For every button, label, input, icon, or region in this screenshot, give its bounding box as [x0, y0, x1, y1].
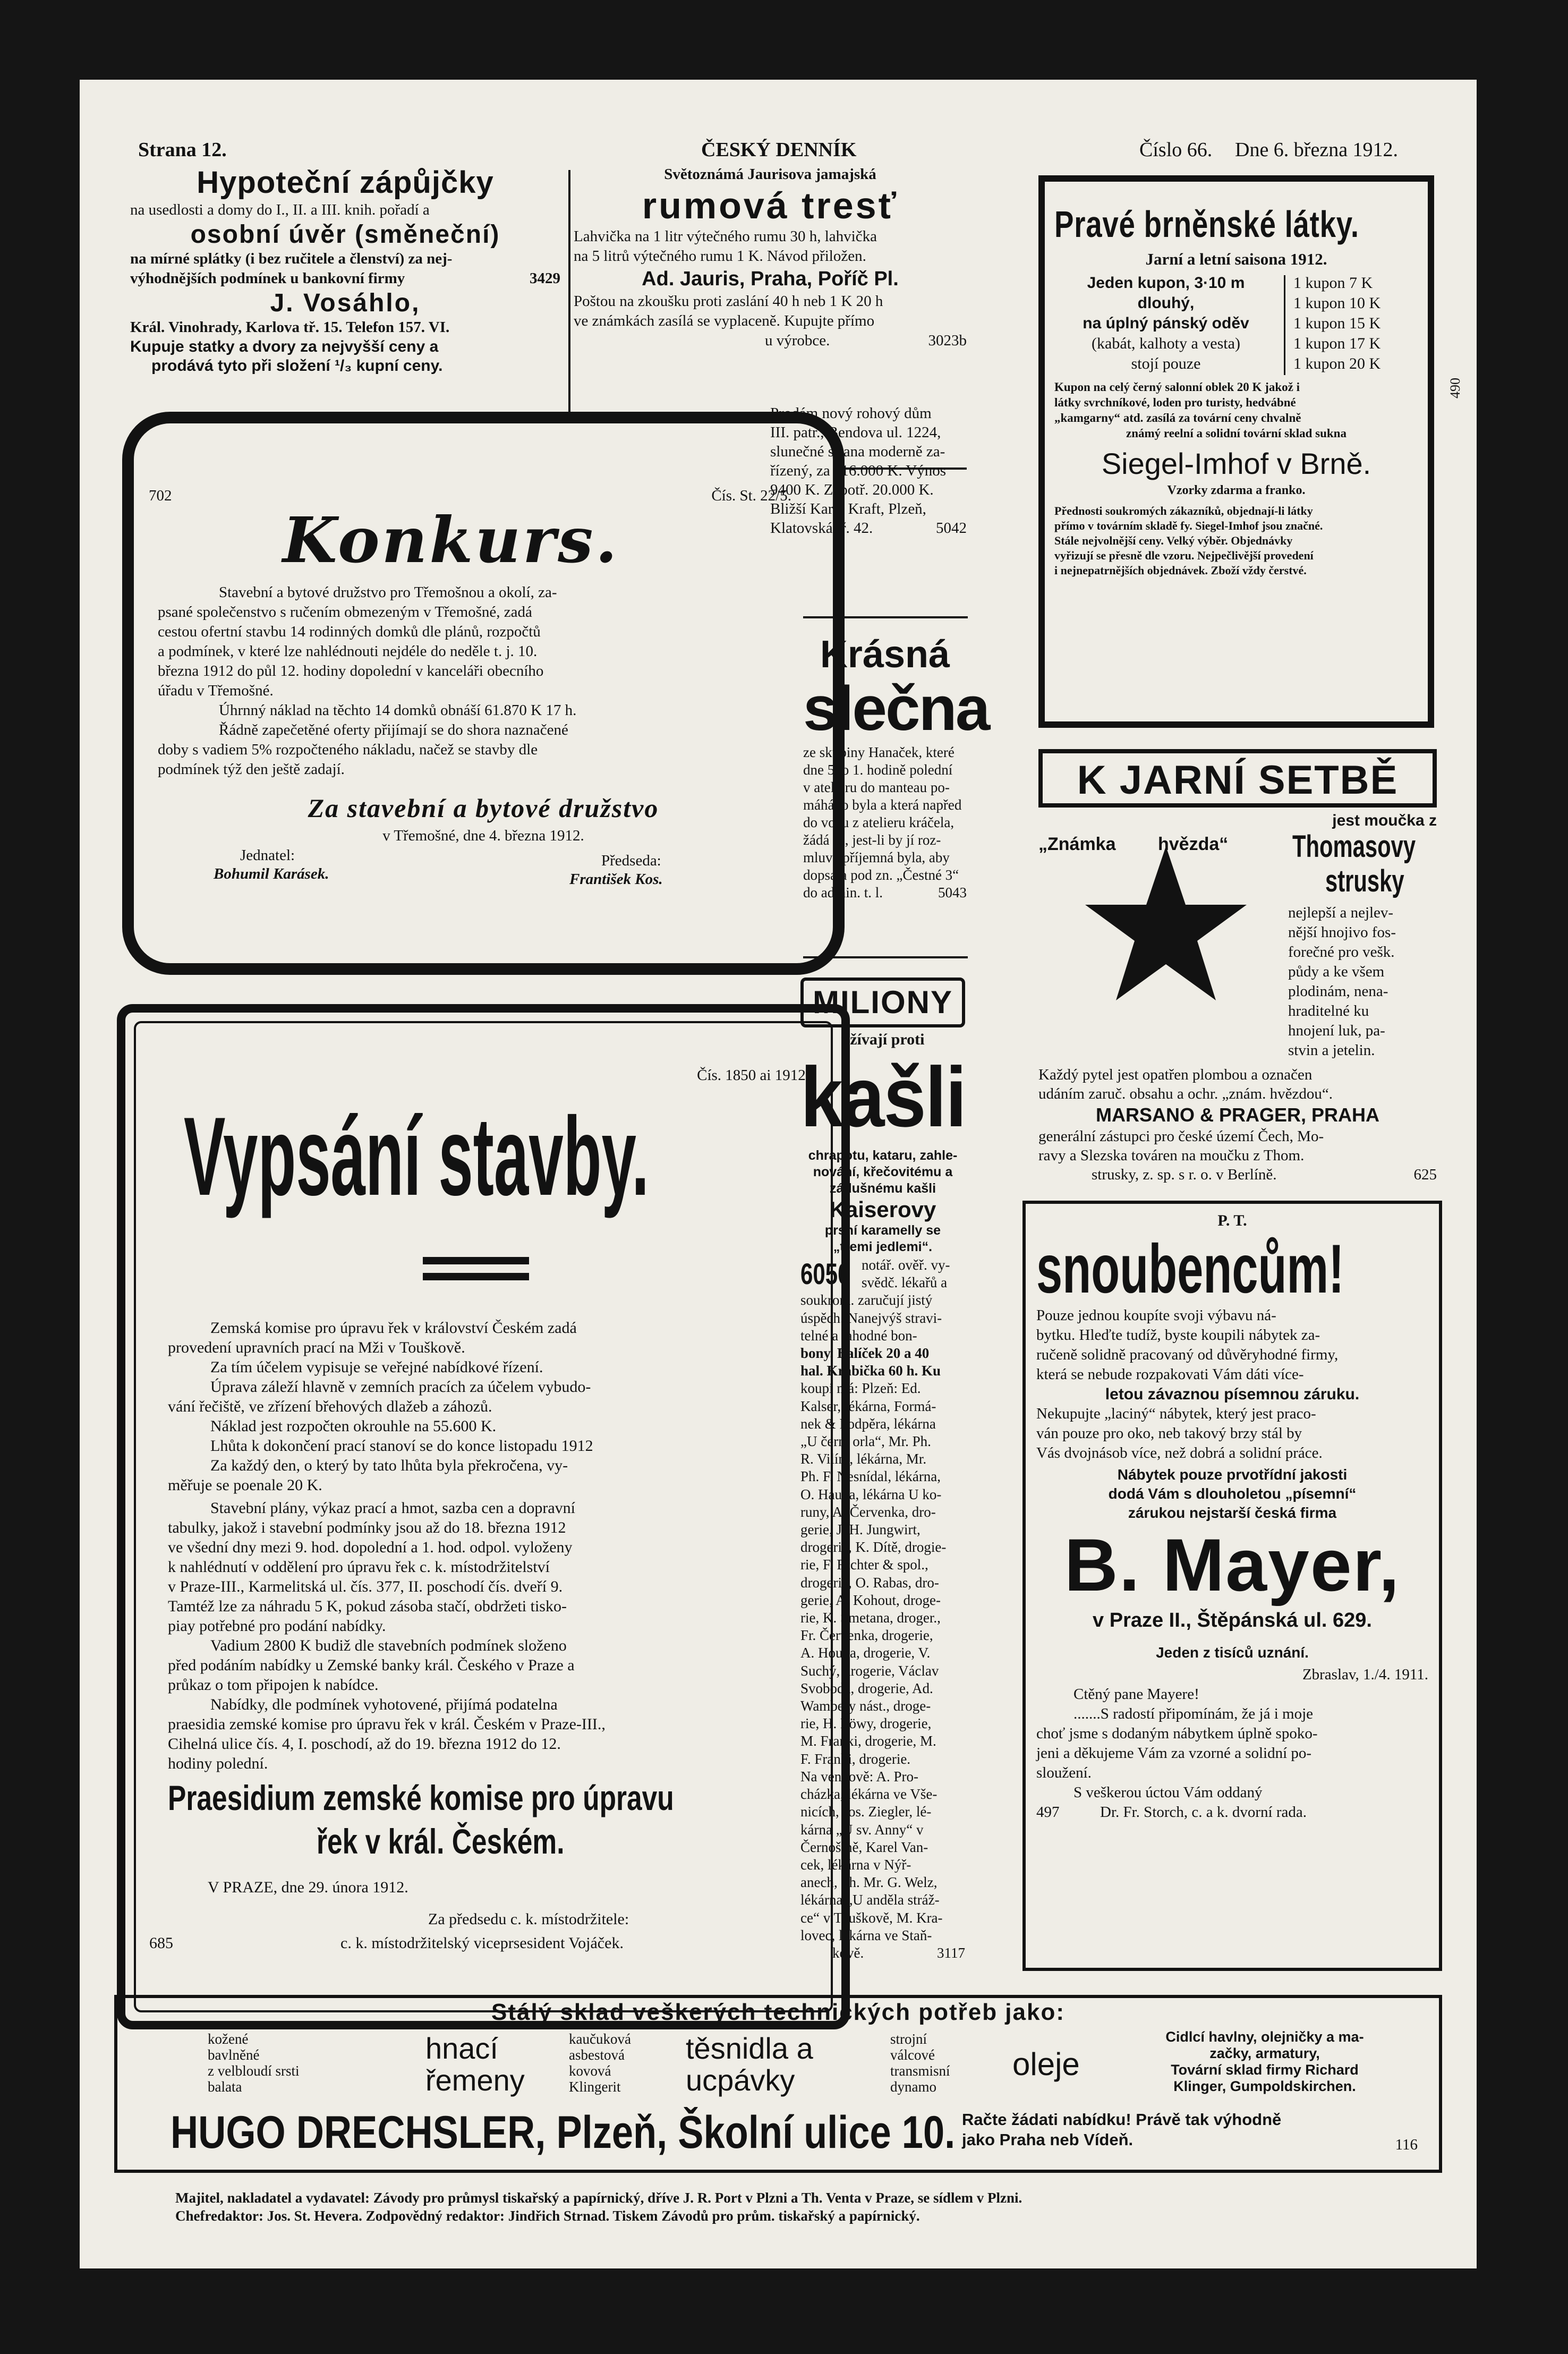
- ad-text: která se nebude rozpakovati Vám dáti více-: [1036, 1366, 1304, 1383]
- ad-rum: [574, 165, 967, 351]
- ad-text: doby s vadiem 5% rozpočteného nákladu, načež se stavby dle: [158, 741, 538, 758]
- ad-signature: řek v král. Českém.: [317, 1822, 565, 1861]
- ad-title: slečna: [803, 674, 989, 744]
- ad-text: lékárna „U anděla stráž-: [800, 1892, 940, 1908]
- ad-text: gerie, J. H. Jungwirt,: [800, 1522, 921, 1538]
- ad-title: snoubencům!: [1036, 1230, 1344, 1307]
- ad-text: do admin. t. l.: [803, 885, 883, 900]
- ad-product: Kaiserovy: [829, 1197, 936, 1222]
- ad-text: u výrobce.: [765, 332, 830, 349]
- ad-text: v Praze-III., Karmelitská ul. čís. 377, II. poschodí čís. dveří 9.: [168, 1578, 563, 1595]
- ad-text: z velbloudí srsti: [208, 2063, 300, 2079]
- ad-text: Úhrnný náklad na těchto 14 domků obnáší 61.870 K 17 h.: [219, 702, 577, 719]
- ad-text: přímo v továrním skladě fy. Siegel-Imhof jsou značné.: [1054, 519, 1323, 532]
- ad-text: kovová: [569, 2063, 611, 2079]
- ad-text: vání řečiště, ve zřízení břehových dlažeb a záhozů.: [168, 1398, 492, 1415]
- ad-firm: MARSANO & PRAGER, PRAHA: [1095, 1104, 1380, 1126]
- ad-number: 5043: [938, 885, 967, 900]
- ad-product: řemeny: [425, 2063, 525, 2097]
- ad-text: Řádně zapečetěné oferty přijímají se do shora naznačené: [219, 721, 568, 738]
- ad-number: 3429: [530, 270, 560, 287]
- ad-text: Tamtéž lze za náhradu 5 K, pokud zásoba stačí, obdržeti tisko-: [168, 1597, 567, 1615]
- ad-text: choť jsme s dodaným nábytkem úplně spoko-: [1036, 1725, 1318, 1742]
- ad-text: Vás dvojnásob více, než dobrá a solidní práce.: [1036, 1444, 1323, 1461]
- ad-text: známý reelní a solidní tovární sklad sukna: [1126, 427, 1347, 440]
- ad-text: jako Praha neb Vídeň.: [962, 2130, 1134, 2149]
- ad-text: Nabídky, dle podmínek vyhotovené, přijímá podatelna: [210, 1696, 558, 1713]
- ad-text: Pouze jednou koupíte svoji výbavu ná-: [1036, 1307, 1276, 1324]
- ad-firm: Ad. Jauris, Praha, Poříč Pl.: [642, 268, 899, 290]
- ad-text: Zemská komise pro úpravu řek v království Českém zadá: [210, 1319, 577, 1337]
- ad-text: ván pouze pro oko, neb takový brzy stál by: [1036, 1425, 1302, 1442]
- ad-firm: HUGO DRECHSLER, Plzeň, Školní ulice 10.: [171, 2107, 956, 2158]
- ad-number: 685: [149, 1934, 173, 1952]
- ad-text: Kupon na celý černý salonní oblek 20 K jakož i: [1054, 380, 1300, 394]
- ad-reference: Čís. 1850 ai 1912.: [697, 1067, 809, 1084]
- ad-number: 116: [1395, 2136, 1418, 2153]
- ad-text: Nábytek pouze prvotřídní jakosti: [1117, 1466, 1348, 1483]
- ad-text: praesidia zemské komise pro úpravu řek v král. Českém v Praze-III.,: [168, 1715, 606, 1733]
- ad-slecna: [803, 632, 989, 962]
- ad-title: rumová tresť: [642, 185, 899, 226]
- ad-text: úřadu v Třemošné.: [158, 682, 274, 699]
- ad-product: Thomasovy: [1292, 829, 1416, 864]
- ad-text: nější hnojivo fos-: [1288, 924, 1396, 941]
- ad-text: Wambery nást., droge-: [800, 1698, 931, 1714]
- ad-text: cházka, lékárna ve Vše-: [800, 1786, 938, 1803]
- ad-text: svědč. lékařů a: [862, 1274, 948, 1291]
- ad-firm: J. Vosáhlo,: [270, 289, 421, 317]
- ad-subtitle: osobní úvěr (směneční): [190, 220, 500, 249]
- ad-text: a podmínek, v které lze nahlédnouti nejdéle do neděle t. j. 10.: [158, 643, 538, 660]
- ad-text: na usedlosti a domy do I., II. a III. knih. pořadí a: [130, 201, 430, 218]
- ad-text: Bližší Karel Kraft, Plzeň,: [770, 500, 926, 517]
- price-row: 1 kupon 10 K: [1293, 294, 1381, 312]
- ad-text: koupi má: Plzeň: Ed.: [800, 1380, 921, 1397]
- signer-name: Bohumil Karásek.: [214, 865, 329, 882]
- ad-text: rie, K. Smetana, droger.,: [800, 1610, 941, 1626]
- ad-text: kárna „U sv. Anny“ v: [800, 1821, 924, 1838]
- ad-dum: [770, 404, 967, 538]
- ad-text: hraditelné ku: [1288, 1002, 1369, 1019]
- ad-text: Za každý den, o který by tato lhůta byla překročena, vy-: [210, 1457, 568, 1474]
- ad-product: ucpávky: [686, 2063, 795, 2097]
- ad-text: drogerie, O. Rabas, dro-: [800, 1574, 939, 1591]
- ad-text: M. Franki, drogerie, M.: [800, 1733, 936, 1749]
- ad-text: Vadium 2800 K budiž dle stavebních podmínek složeno: [210, 1637, 567, 1654]
- ad-title: kašli: [800, 1049, 966, 1144]
- ad-text: kaučuková: [569, 2031, 631, 2047]
- ad-text: nejlepší a nejlev-: [1288, 904, 1394, 921]
- ad-signature: Dr. Fr. Storch, c. a k. dvorní rada.: [1100, 1804, 1307, 1821]
- ad-season: Jarní a letní saisona 1912.: [1145, 250, 1327, 268]
- ad-product: hnací: [425, 2032, 498, 2065]
- ad-text: „U čern. orla“, Mr. Ph.: [800, 1433, 931, 1450]
- ad-kicker: P. T.: [1217, 1212, 1247, 1229]
- ad-text: kožené: [208, 2031, 249, 2047]
- ad-text: O. Hauba, lékárna U ko-: [800, 1486, 942, 1502]
- ad-text: Za tím účelem vypisuje se veřejné nabídkové řízení.: [210, 1358, 543, 1376]
- ad-text: na 5 litrů výtečného rumu 1 K. Návod přiložen.: [574, 248, 866, 265]
- ad-kasli: [800, 978, 970, 1992]
- brace: [1284, 275, 1285, 375]
- ad-product: strusky: [1325, 864, 1404, 898]
- ad-text: bony. Balíček 20 a 40: [800, 1345, 930, 1362]
- ad-text: stvin a jetelin.: [1288, 1042, 1375, 1059]
- rule: [423, 1273, 529, 1280]
- ad-text: jeni a děkujeme Vám za vzorné a solidní po-: [1036, 1745, 1312, 1762]
- ad-text: látky svrchníkové, loden pro turisty, hedvábné: [1054, 396, 1296, 409]
- ad-text: runy, A. Červenka, dro-: [800, 1503, 936, 1520]
- ad-text: nicích, Jos. Ziegler, lé-: [800, 1804, 932, 1820]
- ad-text: Klinger, Gumpoldskirchen.: [1173, 2078, 1356, 2094]
- ad-text: „třemi jedlemi“.: [833, 1239, 933, 1254]
- ad-text: Za předsedu c. k. místodržitele:: [428, 1910, 629, 1928]
- ad-number: 497: [1036, 1804, 1060, 1821]
- ad-text: máháno byla a která napřed: [803, 797, 962, 813]
- ad-text: asbestová: [569, 2047, 625, 2063]
- ad-text: bytku. Hleďte tudíž, byste koupili nábytek za-: [1036, 1327, 1320, 1344]
- ad-text: R. Vilím, lékárna, Mr.: [800, 1451, 927, 1467]
- ad-text: psané společenstvo s ručením obmezeným v Třemošné, zadá: [158, 604, 532, 621]
- ad-text: jest moučka z: [1332, 812, 1437, 829]
- ad-number: 5042: [936, 520, 967, 537]
- ad-text: notář. ověř. vy-: [862, 1257, 950, 1273]
- ad-text: Lhůta k dokončení prací stanoví se do konce listopadu 1912: [210, 1437, 593, 1455]
- ad-text: zárukou nejstarší česká firma: [1128, 1505, 1337, 1521]
- ad-text: Lahvička na 1 litr výtečného rumu 30 h, lahvička: [574, 228, 877, 245]
- ad-text: A. Houda, drogerie, V.: [800, 1645, 931, 1661]
- ad-text: ve všední dny mezi 9. hod. dopolední a 1. hod. odpol. vyloženy: [168, 1539, 573, 1556]
- ad-text: Kupuje statky a dvory za nejvyšší ceny a: [130, 338, 439, 355]
- ad-text: hodiny polední.: [168, 1755, 268, 1772]
- ad-title: MILIONY: [813, 984, 953, 1020]
- ad-signature: Za stavební a bytové družstvo: [308, 793, 659, 823]
- ad-text: tabulky, jakož i stavební podmínky jsou až do 18. března 1912: [168, 1519, 566, 1536]
- ad-title: Vypsání stavby.: [184, 1094, 649, 1219]
- ad-text: hal. Krabička 60 h. Ku: [800, 1363, 941, 1379]
- ad-text: Ph. F. Nesnídal, lékárna,: [800, 1468, 941, 1485]
- ad-text: na mírné splátky (i bez ručitele a členství) za nej-: [130, 250, 453, 267]
- ad-title: Stálý sklad veškerých technických potřeb jako:: [491, 1999, 1065, 2025]
- ad-drechsler: [114, 1995, 1442, 2173]
- ad-text: ce“ v Touškově, M. Kra-: [800, 1909, 943, 1926]
- ad-text: anech, Ph. Mr. G. Welz,: [800, 1874, 938, 1891]
- ad-text: Suchý, drogerie, Václav: [800, 1662, 939, 1679]
- ad-text: Černošíně, Karel Van-: [800, 1839, 928, 1855]
- ad-text: ručeně solidně pracovaný od důvěryhodné firmy,: [1036, 1346, 1339, 1363]
- ad-text: prodává tyto při složení ¹/₃ kupní ceny.: [151, 357, 443, 375]
- ad-text: začky, armatury,: [1209, 2045, 1320, 2061]
- ad-text: Prodám nový rohový dům: [770, 405, 932, 422]
- ad-text: provedení upravních prací na Mži v Touškově.: [168, 1339, 465, 1356]
- ad-text: c. k. místodržitelský viceprsesident Vojáček.: [340, 1934, 624, 1952]
- ad-text: ravy a Slezska továren na moučku z Thom.: [1038, 1147, 1305, 1164]
- ad-number: 702: [149, 487, 172, 504]
- ad-text: forečné pro vešk.: [1288, 944, 1395, 961]
- frame-ornament: [175, 417, 791, 423]
- ad-text: Stavební plány, výkaz prací a hmot, sazba cen a dopravní: [210, 1499, 575, 1517]
- ad-number: 3023b: [928, 332, 967, 349]
- ad-text: Tovární sklad firmy Richard: [1171, 2062, 1359, 2078]
- ad-address: Král. Vinohrady, Karlova tř. 15. Telefon 157. VI.: [130, 319, 450, 336]
- ad-text: plodinám, nena-: [1288, 983, 1388, 1000]
- ad-place: V PRAZE, dne 29. února 1912.: [208, 1879, 408, 1896]
- price-row: 1 kupon 17 K: [1293, 335, 1381, 352]
- ad-text: gerie, A. Kohout, droge-: [800, 1592, 941, 1608]
- signer-title: Předseda:: [601, 852, 661, 869]
- ad-text: užívají proti: [841, 1031, 925, 1048]
- ad-text: Fr. Červenka, drogerie,: [800, 1627, 933, 1644]
- price-row: 1 kupon 7 K: [1293, 274, 1373, 292]
- ad-text: udáním zaruč. obsahu a ochr. „znám. hvězdou“.: [1038, 1085, 1333, 1102]
- ad-text: v atelieru do manteau po-: [803, 779, 950, 795]
- ad-place: Zbraslav, 1./4. 1911.: [1302, 1666, 1428, 1683]
- ad-number: 3117: [937, 1944, 965, 1961]
- ad-text: .......S radostí připomínám, že já i moje: [1073, 1705, 1314, 1722]
- star-icon: [1081, 842, 1251, 1012]
- ad-address: v Praze II., Štěpánská ul. 629.: [1093, 1609, 1372, 1631]
- frame-ornament: [175, 963, 791, 970]
- ad-text: žádá se, jest-li by jí roz-: [803, 832, 941, 848]
- issue-date: Dne 6. března 1912.: [1235, 139, 1399, 161]
- rule: [803, 616, 968, 618]
- ad-mayer: [1022, 1201, 1442, 1971]
- ad-text: prsní karamelly se: [824, 1223, 941, 1238]
- ad-vypsani: [117, 1004, 850, 2029]
- ad-text: března 1912 do půl 12. hodiny dopolední v kanceláři obecního: [158, 662, 544, 679]
- ad-text: Stále nejvolnější ceny. Velký výběr. Objednávky: [1054, 534, 1293, 547]
- ad-text: Přednosti soukromých zákazníků, objednají-li látky: [1054, 504, 1313, 517]
- ad-latky: [1038, 175, 1434, 728]
- ad-text: nek & Podpěra, lékárna: [800, 1415, 936, 1432]
- ad-title: Hypoteční zápůjčky: [197, 165, 494, 200]
- paper-title: ČESKÝ DENNÍK: [701, 139, 857, 161]
- rule: [423, 1257, 529, 1264]
- ad-text: Jeden z tisíců uznání.: [1156, 1644, 1309, 1661]
- ad-text: dlouhý,: [1137, 294, 1195, 312]
- ad-text: úspěch. Nanejvýš stravi-: [800, 1310, 942, 1326]
- ad-text: nování, křečovitému a: [813, 1165, 953, 1179]
- ad-text: Jeden kupon, 3·10 m: [1087, 274, 1245, 292]
- ad-text: cestou ofertní stavbu 14 rodinných domků dle plánů, rozpočtů: [158, 623, 541, 640]
- ad-text: Račte žádati nabídku! Právě tak výhodně: [962, 2110, 1282, 2129]
- ad-text: zádušnému kašli: [829, 1181, 936, 1196]
- ad-text: rie, F. Richter & spol.,: [800, 1557, 928, 1573]
- ad-text: letou závaznou písemnou záruku.: [1105, 1386, 1360, 1403]
- ad-text: dynamo: [890, 2079, 936, 2095]
- ad-firm: B. Mayer,: [1064, 1523, 1401, 1607]
- ad-text: bavlněné: [208, 2047, 260, 2063]
- ad-text: na úplný pánský oděv: [1083, 315, 1249, 332]
- ad-text: podmínek týž den ještě zadají.: [158, 761, 345, 778]
- ad-text: 9400 K. Zapotř. 20.000 K.: [770, 481, 934, 498]
- ad-text: stojí pouze: [1131, 355, 1201, 372]
- ad-text: válcové: [890, 2047, 935, 2063]
- signer-title: Jednatel:: [240, 847, 295, 864]
- ad-text: Kalser, lékárna, Formá-: [800, 1398, 936, 1414]
- ad-text: soukrom. zaručují jistý: [800, 1292, 933, 1308]
- ad-text: Stavební a bytové družstvo pro Třemošnou a okolí, za-: [219, 584, 557, 601]
- ad-text: půdy a ke všem: [1288, 963, 1385, 980]
- ad-title: Krásná: [820, 633, 950, 676]
- ad-text: slunečné strana moderně za-: [770, 443, 945, 460]
- ad-kicker: Světoznámá Jaurisova jamajská: [664, 166, 876, 183]
- ad-text: III. patr., Bendova ul. 1224,: [770, 424, 941, 441]
- ad-text: do vozu z atelieru kráčela,: [803, 814, 955, 830]
- ad-text: Na venkově: A. Pro-: [800, 1768, 918, 1784]
- ad-text: Poštou na zkoušku proti zaslání 40 h neb 1 K 20 h: [574, 293, 883, 310]
- ad-text: „Známka: [1038, 834, 1116, 854]
- ad-text: Cihelná ulice čís. 4, I. poschodí, až do 19. března 1912 do 12.: [168, 1735, 561, 1753]
- ad-text: ze skupiny Hanaček, které: [803, 744, 955, 760]
- ad-text: Náklad jest rozpočten okrouhle na 55.600 K.: [210, 1417, 497, 1435]
- ad-text: Nekupujte „laciný“ nábytek, který jest praco-: [1036, 1405, 1316, 1422]
- ad-text: řízený, za 116.000 K. Výnos: [770, 462, 947, 479]
- ad-title: Konkurs.: [283, 503, 619, 577]
- ad-konkurs: [122, 412, 845, 975]
- ad-text: Úprava záleží hlavně v zemních pracích za účelem vybudo-: [210, 1378, 591, 1396]
- ad-text: dopsala pod zn. „Čestné 3“: [803, 867, 959, 883]
- ad-text: Klingerit: [569, 2079, 621, 2095]
- ad-text: ve známkách zasílá se vyplaceně. Kupujte přímo: [574, 312, 875, 329]
- ad-text: (kabát, kalhoty a vesta): [1092, 335, 1240, 352]
- ad-text: Svoboda, drogerie, Ad.: [800, 1680, 933, 1696]
- ad-place: v Třemošné, dne 4. března 1912.: [382, 827, 584, 844]
- price-row: 1 kupon 20 K: [1293, 355, 1381, 372]
- signer-name: František Kos.: [569, 871, 663, 888]
- ad-text: piay potřebné pro podání nabídky.: [168, 1617, 386, 1635]
- ad-text: strusky, z. sp. s r. o. v Berlíně.: [1092, 1166, 1277, 1183]
- ad-text: generální zástupci pro české území Čech, Mo-: [1038, 1128, 1324, 1145]
- ad-text: Vzorky zdarma a franko.: [1167, 483, 1306, 497]
- ad-text: lovec, lékárna ve Staň-: [800, 1927, 932, 1943]
- ad-product: těsnidla a: [686, 2032, 813, 2065]
- ad-setba: [1038, 749, 1437, 1183]
- ad-text: k nahlédnutí v oddělení pro úpravu řek c. k. místodržitelství: [168, 1558, 550, 1576]
- ad-text: výhodnějších podmínek u bankovní firmy 3429: [130, 269, 560, 288]
- ad-text: chrapotu, kataru, zahle-: [808, 1148, 958, 1163]
- ad-text: Cidlcí havlny, olejničky a ma-: [1165, 2029, 1364, 2045]
- ad-reference: Čís. St. 22/5.: [711, 487, 791, 504]
- ad-text: balata: [208, 2079, 242, 2095]
- ad-text: S veškerou úctou Vám oddaný: [1073, 1784, 1263, 1801]
- ad-text: transmisní: [890, 2063, 950, 2079]
- ad-number: 625: [1413, 1166, 1437, 1183]
- ad-text: Klatovská tř. 42.: [770, 520, 873, 537]
- ad-text: sloužení.: [1036, 1764, 1092, 1781]
- ad-text: Ctěný pane Mayere!: [1073, 1686, 1199, 1703]
- ad-text: telné a lahodné bon-: [800, 1327, 917, 1344]
- ad-text: „kamgarny“ atd. zasílá za tovární ceny chvalně: [1054, 411, 1301, 424]
- ad-text: cek, lékárna v Nýř-: [800, 1856, 911, 1873]
- ad-text: dne 5. o 1. hodině polední: [803, 762, 953, 778]
- ad-text: mluva příjemná byla, aby: [803, 849, 950, 865]
- ad-text: drogerie, K. Dítě, drogie-: [800, 1539, 947, 1556]
- newspaper-page: [80, 80, 1477, 2268]
- rule: [803, 956, 968, 958]
- issue-number: Číslo 66.: [1139, 139, 1213, 161]
- ad-hypotecni: [130, 165, 560, 376]
- ad-text: strojní: [890, 2031, 927, 2047]
- ad-text: kově.: [832, 1944, 864, 1961]
- price-row: 1 kupon 15 K: [1293, 315, 1381, 332]
- imprint: Chefredaktor: Jos. St. Hevera. Zodpovědný redaktor: Jindřich Strnad. Tiskem Závodů pro prům. tiskařský a papírnický.: [175, 2208, 920, 2224]
- ad-number: 490: [1447, 378, 1463, 398]
- ad-text: před podáním nabídky u Zemské banky král. Českého v Praze a: [168, 1656, 575, 1674]
- imprint: Majitel, nakladatel a vydavatel: Závody pro průmysl tiskařský a papírnický, dříve J. R. Port v Plzni a Th. Venta v Praze, se sídlem v Plzni.: [175, 2190, 1022, 2206]
- ad-text: Každý pytel jest opatřen plombou a označen: [1038, 1066, 1313, 1083]
- ad-text: dodá Vám s dlouholetou „písemní“: [1108, 1485, 1357, 1502]
- ad-number: 6050: [800, 1257, 850, 1290]
- ad-text: hvězda“: [1158, 834, 1229, 854]
- ad-text: hnojení luk, pa-: [1288, 1022, 1385, 1039]
- ad-text: rie, H. Löwy, drogerie,: [800, 1715, 932, 1732]
- ad-text: měřuje se poenale 20 K.: [168, 1476, 322, 1494]
- ad-product: oleje: [1012, 2046, 1080, 2082]
- ad-title: Pravé brněnské látky.: [1054, 203, 1359, 245]
- ad-text: F. Franki, drogerie.: [800, 1750, 911, 1767]
- ad-text: vyřizují se přesně dle vzoru. Nejpečlivější provedení: [1054, 549, 1314, 562]
- page-number: Strana 12.: [138, 139, 227, 161]
- ad-text: průkaz o tom připojen k nabídce.: [168, 1676, 379, 1694]
- ad-signature: Praesidium zemské komise pro úpravu: [168, 1778, 674, 1817]
- ad-title: K JARNÍ SETBĚ: [1077, 758, 1399, 803]
- ad-text: i nejnepatrnějších objednávek. Zboží vždy čerstvé.: [1054, 564, 1307, 577]
- ad-firm: Siegel-Imhof v Brně.: [1101, 447, 1371, 480]
